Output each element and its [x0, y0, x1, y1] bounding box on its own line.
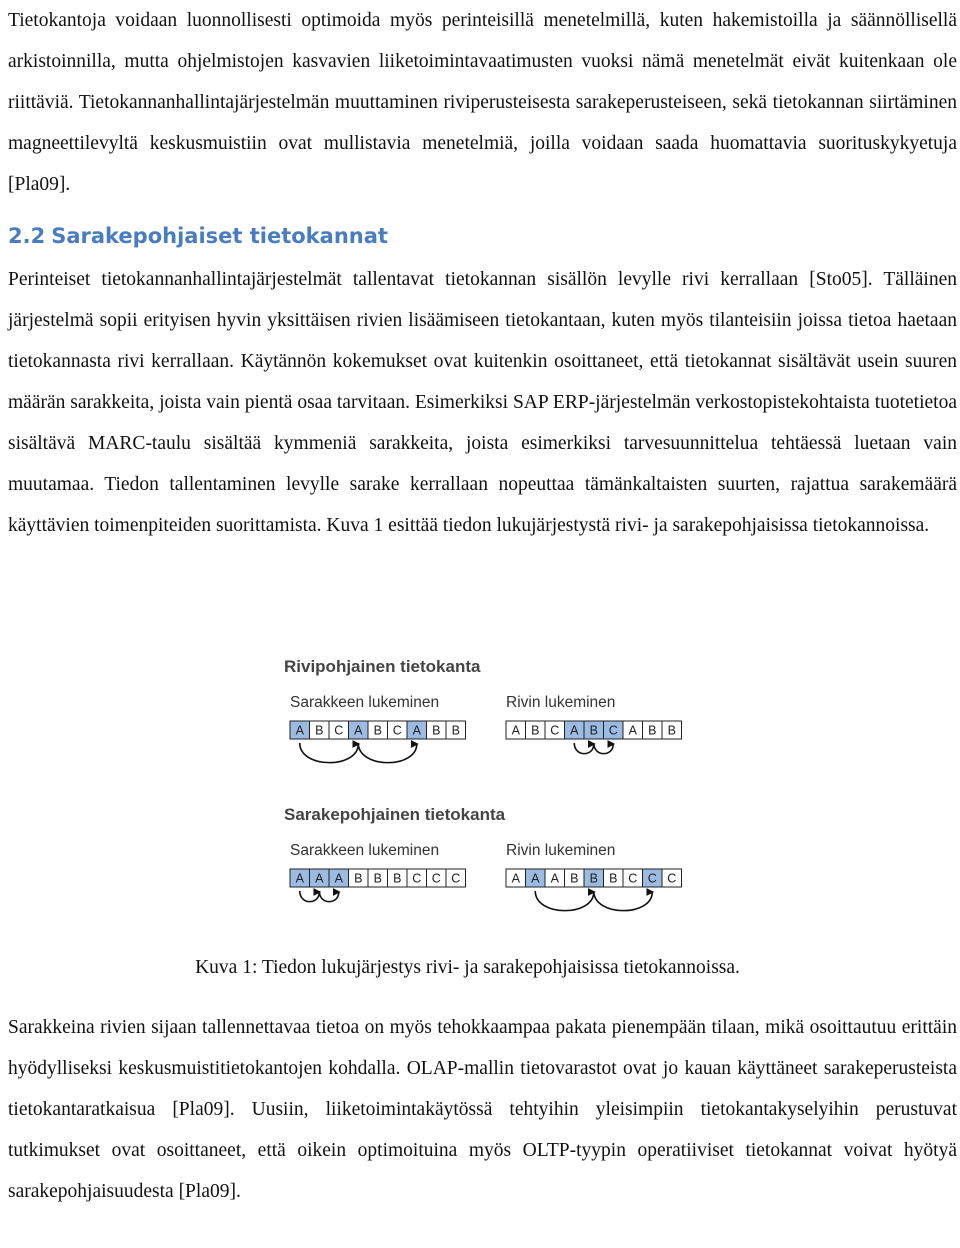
- data-cell-letter: B: [393, 871, 402, 886]
- data-cell-letter: B: [570, 871, 579, 886]
- section-number: 2.2: [8, 224, 46, 248]
- read-arrow: [300, 891, 320, 902]
- data-cell-letter: B: [589, 871, 598, 886]
- figure-read-order-diagram: [282, 648, 702, 920]
- read-arrow: [574, 743, 594, 754]
- data-cell-letter: A: [354, 723, 363, 738]
- paragraph-closing: Sarakkeina rivien sijaan tallennettavaa tietoa on myös tehokkaampaa pakata pienempään tilaan, mikä osoittautuu erittäin hyödylliseksi keskusmuistitietokantojen kohdalla. OLAP-mallin tietovarastot ovat jo kauan käyttäneet sarakeperusteista tietokantaratkaisua [Pla09]. Uusiin, liiketoimintakäytössä tehtyihin yleisimpiin tietokantakyselyihin perustuvat tutkimukset ovat osoittaneet, että oikein optimoituina myös OLTP-tyypin operatiiviset tietokannat voivat hyötyä sarakepohjaisuudesta [Pla09].: [8, 1017, 957, 1202]
- data-cell-letter: B: [432, 723, 441, 738]
- data-cell-letter: B: [373, 723, 382, 738]
- data-cell-letter: A: [531, 871, 540, 886]
- read-arrow: [594, 743, 614, 754]
- read-arrow: [319, 891, 339, 902]
- data-cell-letter: A: [628, 723, 637, 738]
- data-cell-letter: A: [550, 871, 559, 886]
- group-label: Rivin lukeminen: [506, 694, 616, 711]
- section-heading: [8, 216, 388, 256]
- data-cell-letter: A: [295, 871, 304, 886]
- data-cell-letter: C: [550, 723, 560, 738]
- data-cell-letter: A: [570, 723, 579, 738]
- data-cell-letter: A: [412, 723, 421, 738]
- group-label: Sarakkeen lukeminen: [290, 694, 440, 711]
- section-title: Sarakepohjaiset tietokannat: [51, 224, 388, 248]
- data-cell-letter: A: [511, 723, 520, 738]
- data-cell-letter: B: [315, 723, 324, 738]
- read-arrow: [594, 891, 653, 911]
- read-arrow: [358, 743, 417, 763]
- data-cell-letter: C: [334, 723, 344, 738]
- read-arrow: [535, 891, 594, 911]
- data-cell-letter: B: [354, 871, 363, 886]
- data-cell-letter: C: [628, 871, 638, 886]
- paragraph-section: Perinteiset tietokannanhallintajärjestelmät tallentavat tietokannan sisällön levylle rivi kerrallaan [Sto05]. Tälläinen järjestelmä sopii erityisen hyvin yksittäisen rivien lisäämiseen tietokantaan, kuten myös tilanteisiin joissa tietoa haetaan tietokannasta rivi kerrallaan. Käytännön kokemukset ovat kuitenkin osoittaneet, että tietokannat sisältävät usein suuren määrän sarakkeita, joista vain pientä osaa tarvitaan. Esimerkiksi SAP ERP-järjestelmän verkostopistekohtaista tuotetietoa sisältävä MARC-taulu sisältää kymmeniä sarakkeita, joista esimerkiksi tarvesuunnittelua tehtäessä luetaan vain muutamaa. Tiedon tallentaminen levylle sarake kerrallaan nopeuttaa tämänkaltaisten suurten, rajattua sarakemäärä käyttävien toimenpiteiden suorittamista. Kuva 1 esittää tiedon lukujärjestystä rivi- ja sarakepohjaisissa tietokannoissa.: [8, 269, 957, 536]
- data-cell-letter: C: [412, 871, 422, 886]
- figure-caption: Kuva 1: Tiedon lukujärjestys rivi- ja sarakepohjaisissa tietokannoissa.: [195, 957, 740, 978]
- read-arrow: [300, 743, 359, 763]
- data-cell-letter: B: [589, 723, 598, 738]
- data-cell-letter: C: [392, 723, 402, 738]
- data-cell-letter: B: [667, 723, 676, 738]
- data-cell-letter: C: [667, 871, 677, 886]
- data-cell-letter: A: [295, 723, 304, 738]
- data-cell-letter: A: [511, 871, 520, 886]
- data-cell-letter: A: [334, 871, 343, 886]
- data-cell-letter: C: [451, 871, 461, 886]
- group-label: Rivin lukeminen: [506, 842, 616, 859]
- data-cell-letter: A: [315, 871, 324, 886]
- data-cell-letter: C: [431, 871, 441, 886]
- data-cell-letter: B: [531, 723, 540, 738]
- data-cell-letter: C: [608, 723, 618, 738]
- data-cell-letter: B: [373, 871, 382, 886]
- data-cell-letter: C: [647, 871, 657, 886]
- panel-title: Rivipohjainen tietokanta: [284, 657, 481, 676]
- data-cell-letter: B: [609, 871, 618, 886]
- paragraph-intro: Tietokantoja voidaan luonnollisesti optimoida myös perinteisillä menetelmillä, kuten hakemistoilla ja säännöllisellä arkistoinnilla, mutta ohjelmistojen kasvavien liiketoimintavaatimusten vuoksi nämä menetelmät eivät kuitenkaan ole riittäviä. Tietokannanhallintajärjestelmän muuttaminen riviperusteisesta sarakeperusteiseen, sekä tietokannan siirtäminen magneettilevyltä keskusmuistiin ovat mullistavia menetelmiä, joilla voidaan saada huomattavia suorituskykyetuja [Pla09].: [8, 10, 957, 195]
- data-cell-letter: B: [648, 723, 657, 738]
- group-label: Sarakkeen lukeminen: [290, 842, 440, 859]
- panel-title: Sarakepohjainen tietokanta: [284, 805, 506, 824]
- data-cell-letter: B: [451, 723, 460, 738]
